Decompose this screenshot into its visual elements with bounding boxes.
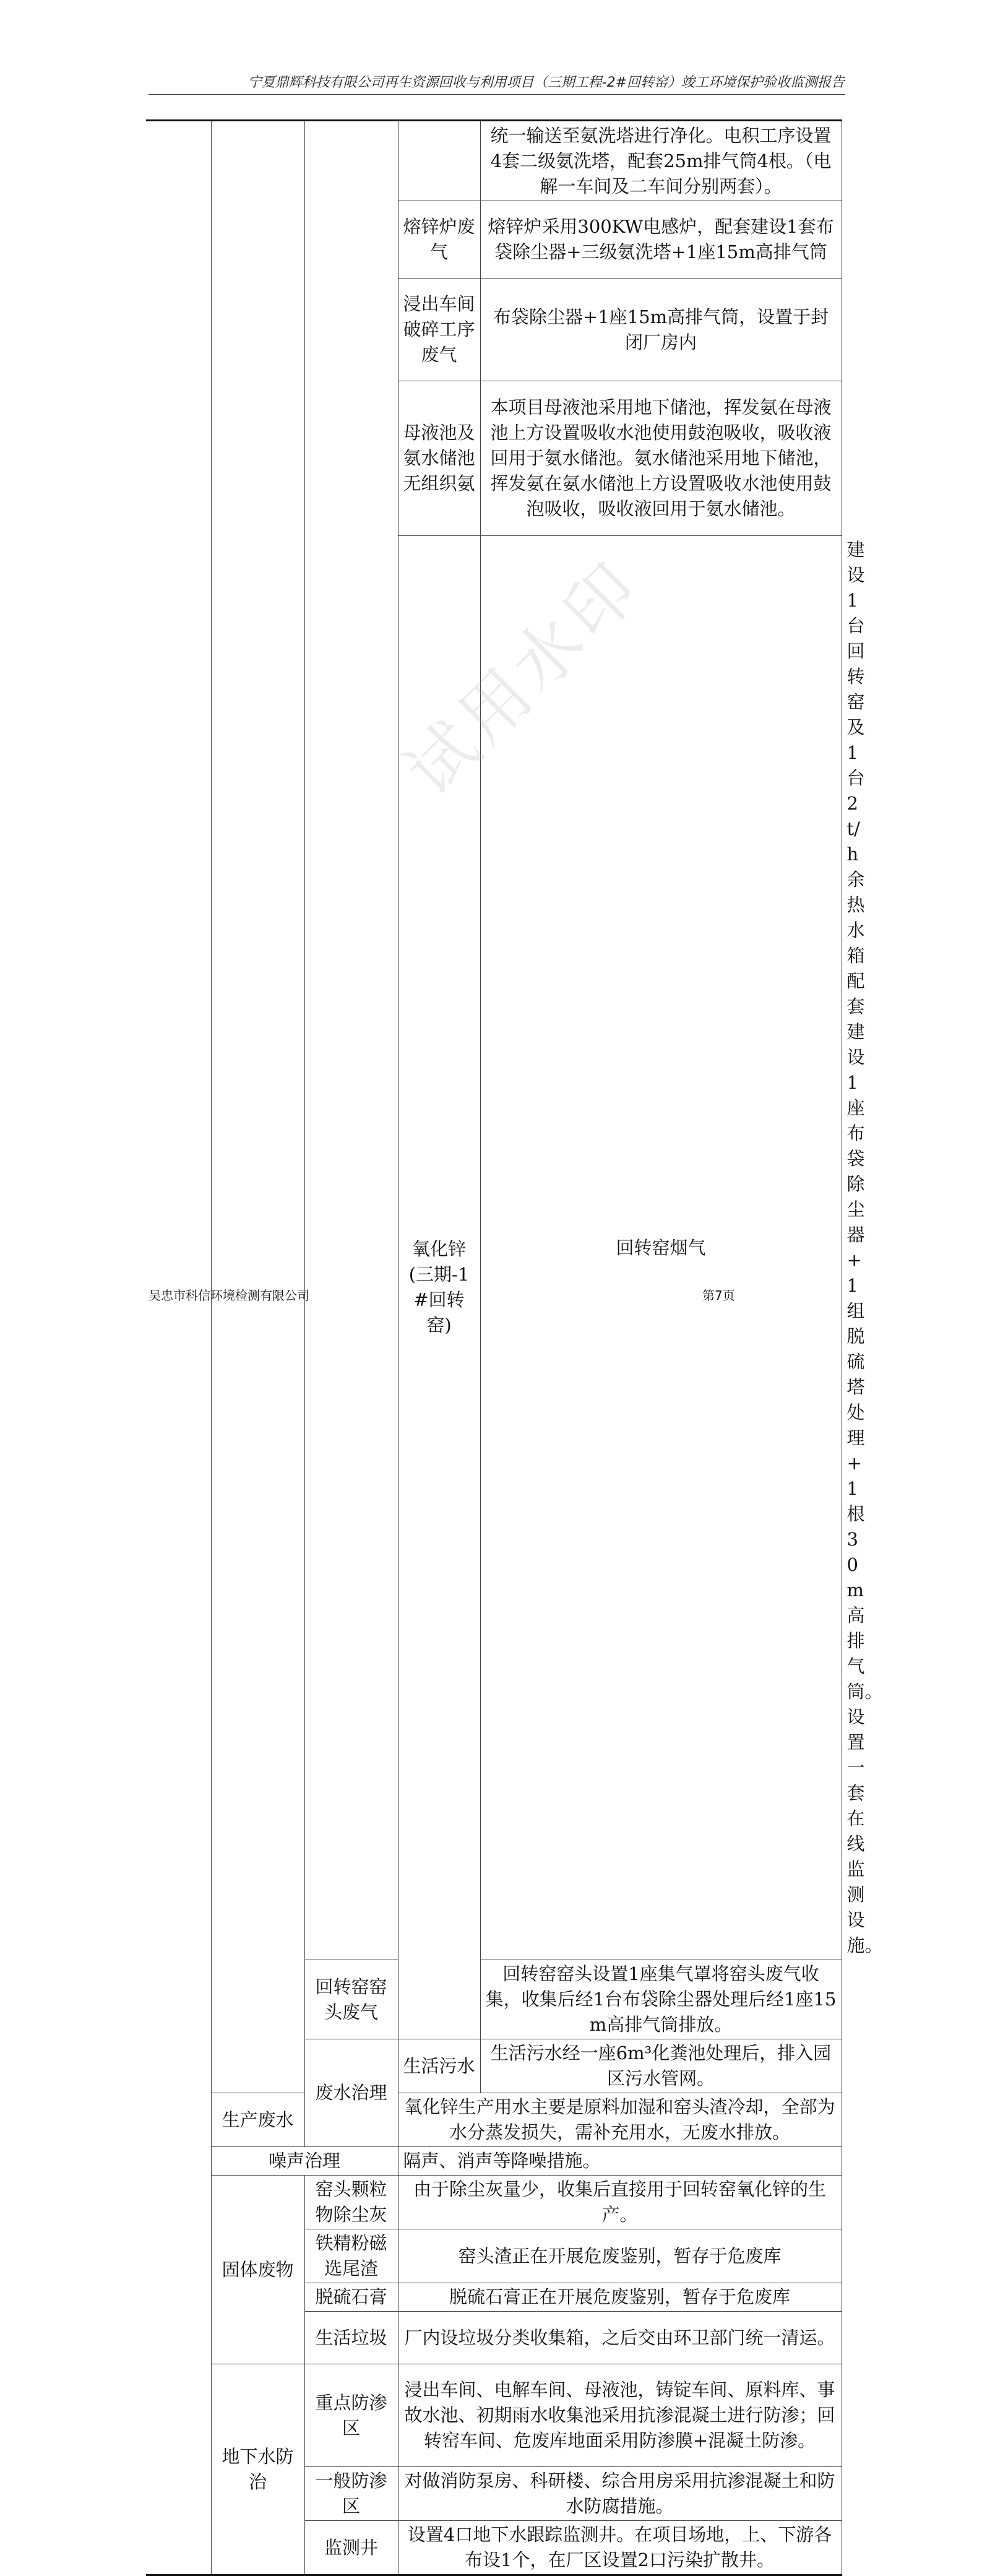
report-header-title: 宁夏鼎辉科技有限公司再生资源回收与利用项目（三期工程-2#回转窑）竣工环境保护验收监测报告 xyxy=(248,75,845,90)
measure-cell: 熔锌炉采用300KW电感炉，配套建设1套布袋除尘器+三级氨洗塔+1座15m高排气筒 xyxy=(480,201,842,279)
header-rule xyxy=(149,94,845,95)
measure-cell: 浸出车间、电解车间、母液池，铸锭车间、原料库、事故水池、初期雨水收集池采用抗渗混凝土进行防渗；回转窑车间、危废库地面采用防渗膜+混凝土防渗。 xyxy=(398,2364,842,2467)
source-cell: 回转窑窑头废气 xyxy=(304,1960,398,2039)
section-label-cell: 氧化锌(三期-1#回转窑) xyxy=(398,536,480,2039)
source-cell: 铁精粉磁选尾渣 xyxy=(304,2229,398,2283)
measure-cell: 生活污水经一座6m³化粪池处理后，排入园区污水管网。 xyxy=(480,2039,842,2093)
footer-company: 吴忠市科信环境检测有限公司 xyxy=(149,1288,309,1303)
empty-subsection-cell xyxy=(304,121,398,1960)
measure-cell: 统一输送至氨洗塔进行净化。电积工序设置4套二级氨洗塔，配套25m排气筒4根。（电解一车间及二车间分别两套）。 xyxy=(480,121,842,201)
environmental-measures-table xyxy=(146,119,883,2576)
measure-cell: 设置4口地下水跟踪监测井。在项目场地，上、下游各布设1个，在厂区设置2口污染扩散井。 xyxy=(398,2521,842,2575)
table-row xyxy=(146,2176,842,2229)
table-row xyxy=(146,2093,842,2147)
source-cell: 监测井 xyxy=(304,2521,398,2575)
category-label-cell: 地下水防治 xyxy=(211,2364,304,2575)
source-cell: 生活污水 xyxy=(398,2039,480,2093)
source-cell: 重点防渗区 xyxy=(304,2364,398,2467)
source-cell: 生活垃圾 xyxy=(304,2312,398,2364)
measure-cell: 回转窑窑头设置1座集气罩将窑头废气收集，收集后经1台布袋除尘器处理后经1座15m高排气筒排放。 xyxy=(480,1960,842,2039)
source-cell: 回转窑烟气 xyxy=(480,536,842,1960)
category-label-cell: 固体废物 xyxy=(211,2176,304,2364)
measure-cell: 本项目母液池采用地下储池，挥发氨在母液池上方设置吸收水池使用鼓泡吸收，吸收液回用于氨水储池。氨水储池采用地下储池，挥发氨在氨水储池上方设置吸收水池使用鼓泡吸收，吸收液回用于氨水储池。 xyxy=(480,381,842,536)
empty-subcategory-cell xyxy=(211,121,304,2093)
measure-cell: 隔声、消声等降噪措施。 xyxy=(398,2147,842,2176)
category-label-cell: 废水治理 xyxy=(304,2039,398,2147)
source-cell: 窑头颗粒物除尘灰 xyxy=(304,2176,398,2229)
source-cell: 熔锌炉废气 xyxy=(398,201,480,279)
measure-cell: 对做消防泵房、科研楼、综合用房采用抗渗混凝土和防水防腐措施。 xyxy=(398,2467,842,2521)
table-row xyxy=(146,2147,842,2176)
measure-cell: 厂内设垃圾分类收集箱，之后交由环卫部门统一清运。 xyxy=(398,2312,842,2364)
table-row xyxy=(146,121,842,201)
empty-category-cell xyxy=(146,121,211,2575)
footer-page-number: 第7页 xyxy=(702,1288,735,1303)
watermark: 试用水印 xyxy=(390,545,657,811)
measure-cell: 由于除尘灰量少，收集后直接用于回转窑氧化锌的生产。 xyxy=(398,2176,842,2229)
category-label-cell: 噪声治理 xyxy=(211,2147,398,2176)
measure-cell: 布袋除尘器+1座15m高排气筒，设置于封闭厂房内 xyxy=(480,279,842,381)
measure-cell: 氧化锌生产用水主要是原料加湿和窑头渣冷却，全部为水分蒸发损失，需补充用水，无废水排放。 xyxy=(398,2093,842,2147)
source-cell: 生产废水 xyxy=(211,2093,304,2147)
source-cell: 浸出车间破碎工序废气 xyxy=(398,279,480,381)
source-cell: 母液池及氨水储池无组织氨 xyxy=(398,381,480,536)
measure-cell: 脱硫石膏正在开展危废鉴别，暂存于危废库 xyxy=(398,2283,842,2312)
empty-source-cell xyxy=(398,121,480,201)
measure-cell: 窑头渣正在开展危废鉴别，暂存于危废库 xyxy=(398,2229,842,2283)
source-cell: 脱硫石膏 xyxy=(304,2283,398,2312)
table-row: 氧化锌(三期-1#回转窑) 回转窑烟气 建设1台回转窑及1台2t/h余热水箱配套建设1座布袋除尘器+1组脱硫塔处理+1根30m高排气筒。设置一套在线监测设施。 xyxy=(146,536,842,1960)
table-row xyxy=(146,2364,842,2467)
source-cell: 一般防渗区 xyxy=(304,2467,398,2521)
